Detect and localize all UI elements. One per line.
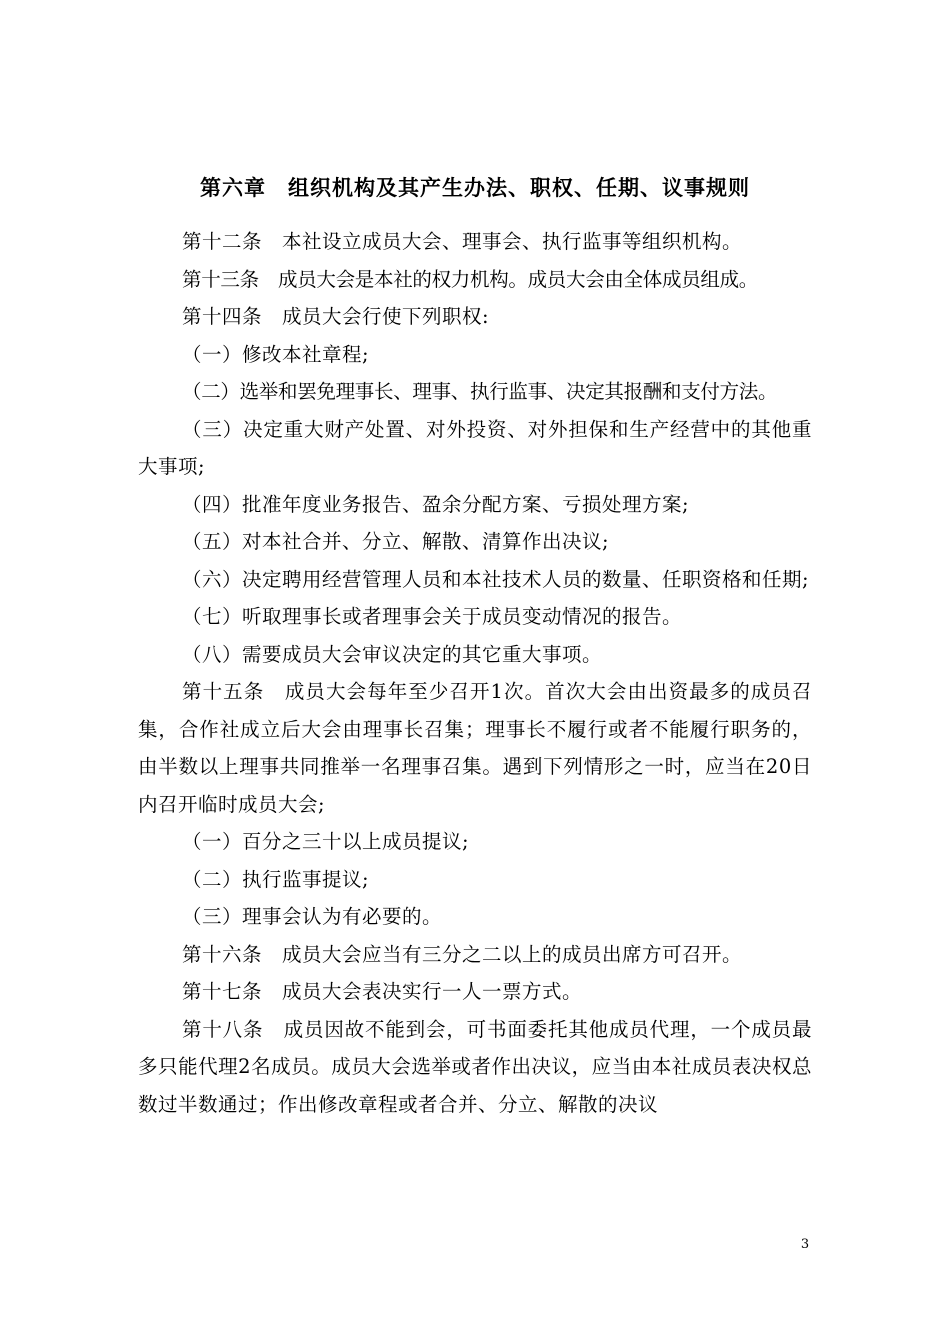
article-14-item-7: （七）听取理事长或者理事会关于成员变动情况的报告。 bbox=[182, 605, 683, 628]
article-14-item-5: （五）对本社合并、分立、解散、清算作出决议; bbox=[182, 530, 610, 553]
page-number: 3 bbox=[800, 1237, 810, 1252]
article-15-item-2: （二）执行监事提议; bbox=[182, 867, 370, 891]
article-15-item-3: （三）理事会认为有必要的。 bbox=[182, 905, 443, 928]
article-15: 第十五条 成员大会每年至少召开1次。首次大会由出资最多的成员召集，合作社成立后大会由理事长召集；理事长不履行或者不能履行职务的，由半数以上理事共同推举一名理事召集。遇到下列情形之一时，应当在20日内召开临时成员大会; bbox=[138, 680, 812, 816]
article-15-item-1: （一）百分之三十以上成员提议; bbox=[182, 830, 470, 853]
document-body bbox=[138, 223, 812, 1123]
article-14-item-8: （八）需要成员大会审议决定的其它重大事项。 bbox=[182, 642, 603, 666]
chapter-heading: 第六章 组织机构及其产生办法、职权、任期、议事规则 bbox=[200, 175, 750, 200]
article-17: 第十七条 成员大会表决实行一人一票方式。 bbox=[182, 980, 583, 1003]
article-13: 第十三条 成员大会是本社的权力机构。成员大会由全体成员组成。 bbox=[182, 267, 759, 291]
article-16: 第十六条 成员大会应当有三分之二以上的成员出席方可召开。 bbox=[182, 942, 743, 966]
article-14-item-6: （六）决定聘用经营管理人员和本社技术人员的数量、任职资格和任期; bbox=[182, 567, 810, 591]
article-14-item-3: （三）决定重大财产处置、对外投资、对外担保和生产经营中的其他重大事项; bbox=[138, 417, 812, 478]
article-18: 第十八条 成员因故不能到会，可书面委托其他成员代理，一个成员最多只能代理2名成员。成员大会选举或者作出决议，应当由本社成员表决权总数过半数通过；作出修改章程或者合并、分立、解散的决议 bbox=[138, 1017, 812, 1116]
article-14-item-1: （一）修改本社章程; bbox=[182, 342, 370, 366]
article-14-item-4: （四）批准年度业务报告、盈余分配方案、亏损处理方案; bbox=[182, 492, 690, 516]
article-12: 第十二条 本社设立成员大会、理事会、执行监事等组织机构。 bbox=[182, 230, 743, 253]
article-14: 第十四条 成员大会行使下列职权: bbox=[182, 305, 490, 328]
article-14-item-2: （二）选举和罢免理事长、理事、执行监事、决定其报酬和支付方法。 bbox=[182, 380, 778, 403]
